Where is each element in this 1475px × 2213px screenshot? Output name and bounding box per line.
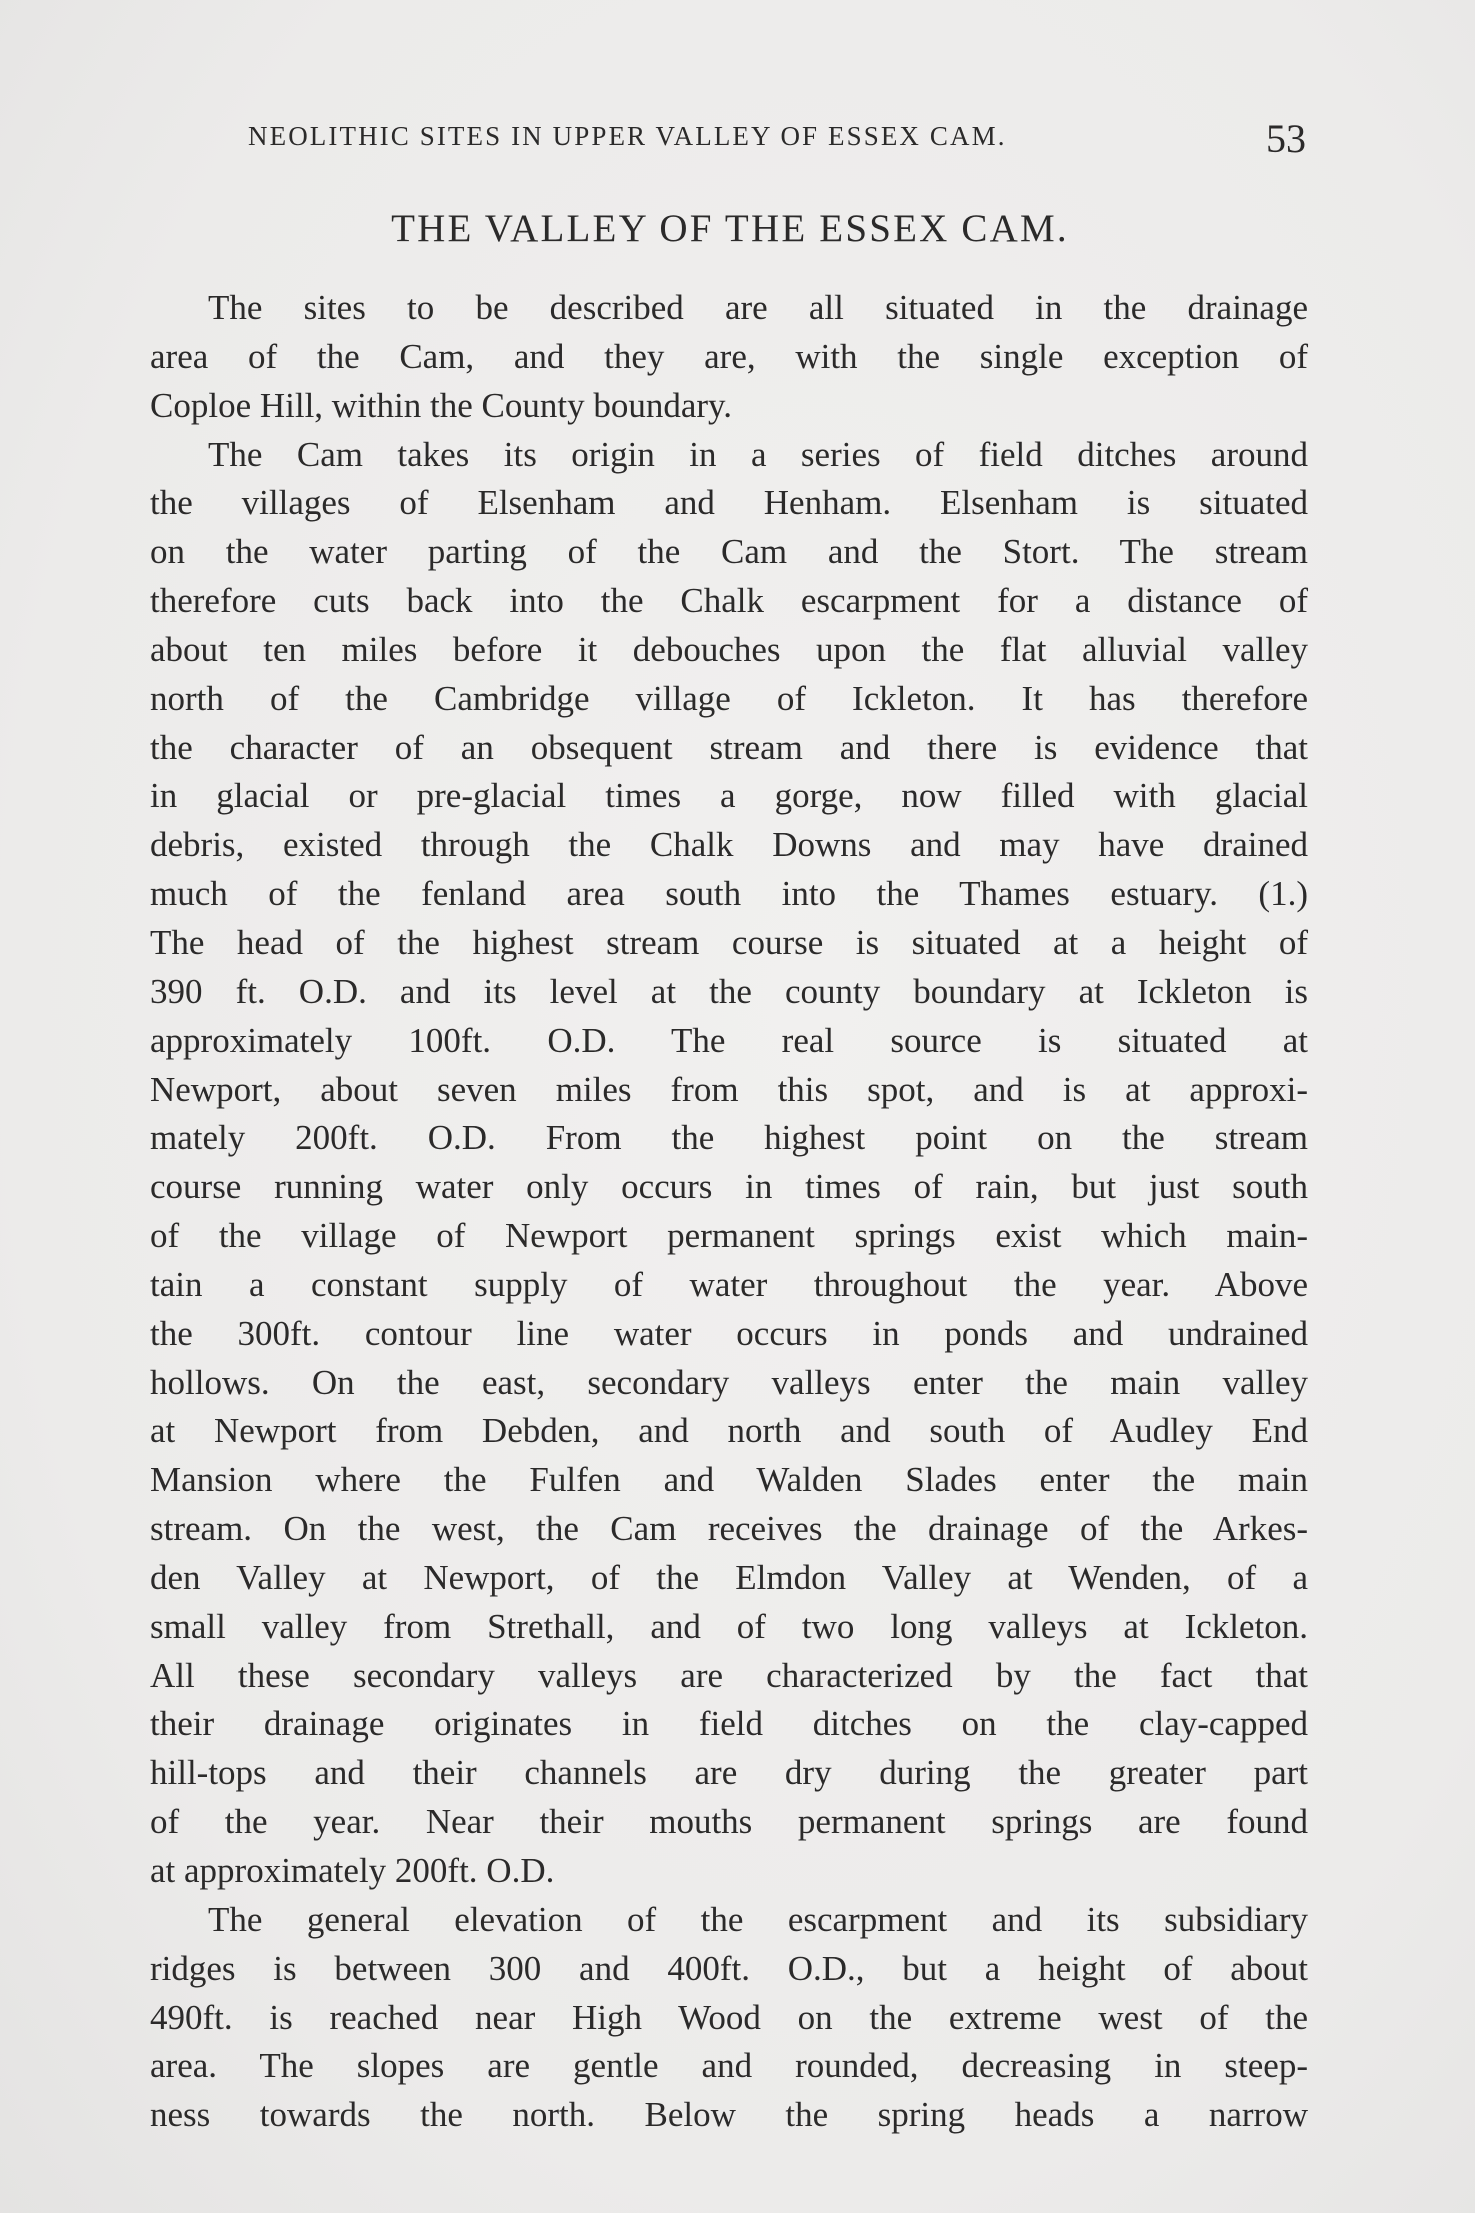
text-line: The head of the highest stream course is situated at a height of: [150, 922, 1308, 962]
text-line: 390 ft. O.D. and its level at the county boundary at Ickleton is: [150, 971, 1308, 1011]
text-line: in glacial or pre-glacial times a gorge, now filled with glacial: [150, 776, 1308, 816]
text-line: The Cam takes its origin in a series of field ditches around: [208, 434, 1308, 474]
text-line: course running water only occurs in times of rain, but just south: [150, 1167, 1308, 1207]
text-line: approximately 100ft. O.D. The real source is situated at: [150, 1020, 1308, 1060]
text-line: on the water parting of the Cam and the Stort. The stream: [150, 532, 1308, 572]
text-line: ness towards the north. Below the spring heads a narrow: [150, 2095, 1308, 2135]
text-line: their drainage originates in field ditches on the clay-capped: [150, 1704, 1308, 1744]
text-line: area. The slopes are gentle and rounded, decreasing in steep-: [150, 2046, 1308, 2086]
text-line: small valley from Strethall, and of two long valleys at Ickleton.: [150, 1606, 1308, 1646]
body-text: [150, 284, 1308, 2140]
text-line: Coploe Hill, within the County boundary.: [150, 385, 732, 425]
text-line: stream. On the west, the Cam receives the drainage of the Arkes-: [150, 1509, 1308, 1549]
text-line: therefore cuts back into the Chalk escarpment for a distance of: [150, 581, 1308, 621]
text-line: at Newport from Debden, and north and south of Audley End: [150, 1411, 1308, 1451]
text-line: at approximately 200ft. O.D.: [150, 1851, 555, 1890]
text-line: mately 200ft. O.D. From the highest point on the stream: [150, 1118, 1308, 1158]
text-line: the villages of Elsenham and Henham. Elsenham is situated: [150, 483, 1308, 523]
text-line: The sites to be described are all situated in the drainage: [208, 288, 1308, 327]
text-line: All these secondary valleys are characterized by the fact that: [150, 1655, 1308, 1695]
text-line: tain a constant supply of water throughout the year. Above: [150, 1264, 1308, 1304]
text-line: area of the Cam, and they are, with the single exception of: [150, 336, 1308, 376]
text-line: of the village of Newport permanent springs exist which main-: [150, 1216, 1308, 1256]
text-line: north of the Cambridge village of Ickleton. It has therefore: [150, 678, 1308, 718]
text-line: the 300ft. contour line water occurs in ponds and undrained: [150, 1313, 1308, 1353]
text-line: 490ft. is reached near High Wood on the extreme west of the: [150, 1997, 1308, 2037]
text-line: about ten miles before it debouches upon the flat alluvial valley: [150, 629, 1308, 669]
page-number: 53: [1266, 116, 1306, 161]
text-line: ridges is between 300 and 400ft. O.D., but a height of about: [150, 1948, 1308, 1988]
text-line: of the year. Near their mouths permanent springs are found: [150, 1802, 1308, 1842]
running-title: NEOLITHIC SITES IN UPPER VALLEY OF ESSEX CAM.: [248, 121, 1007, 151]
text-line: den Valley at Newport, of the Elmdon Valley at Wenden, of a: [150, 1557, 1308, 1597]
text-line: much of the fenland area south into the Thames estuary. (1.): [150, 874, 1308, 914]
text-line: Mansion where the Fulfen and Walden Slades enter the main: [150, 1460, 1308, 1500]
text-line: Newport, about seven miles from this spot, and is at approxi-: [150, 1069, 1308, 1109]
text-line: debris, existed through the Chalk Downs and may have drained: [150, 825, 1308, 865]
text-line: The general elevation of the escarpment and its subsidiary: [208, 1899, 1308, 1939]
section-heading: THE VALLEY OF THE ESSEX CAM.: [391, 207, 1069, 250]
text-line: hollows. On the east, secondary valleys enter the main valley: [150, 1362, 1308, 1402]
text-line: the character of an obsequent stream and there is evidence that: [150, 727, 1308, 767]
text-line: hill-tops and their channels are dry during the greater part: [150, 1753, 1308, 1793]
running-head: [248, 115, 1308, 159]
